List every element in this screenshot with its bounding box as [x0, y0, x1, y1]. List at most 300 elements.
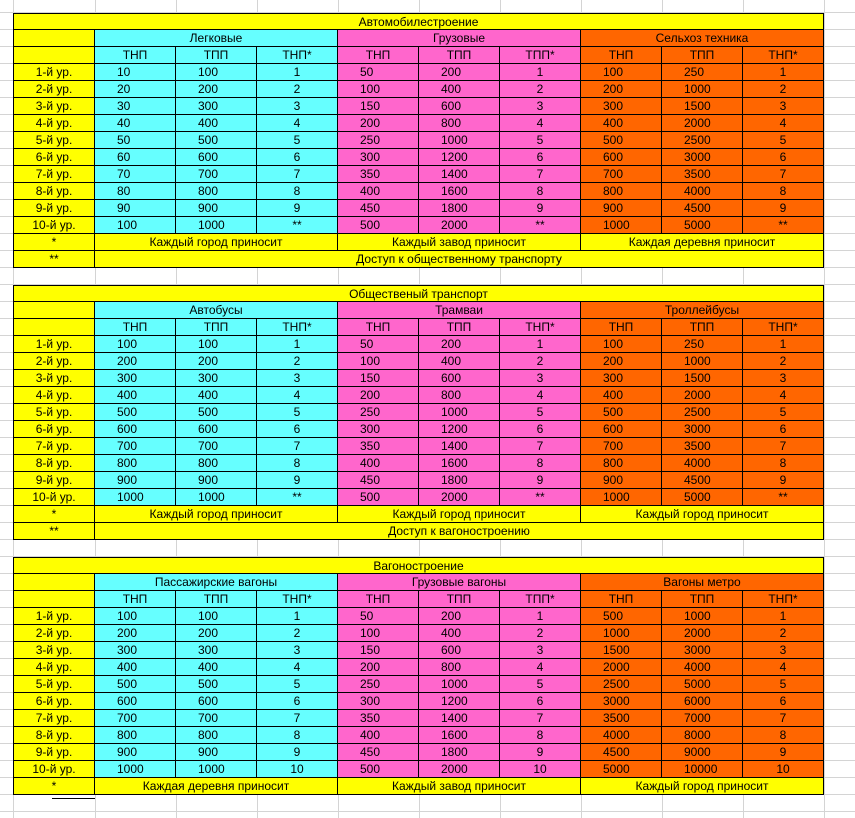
table-cell[interactable]: 4000 — [581, 727, 662, 744]
table-cell[interactable]: 7 — [500, 438, 581, 455]
row-label[interactable]: 4-й ур. — [13, 659, 95, 676]
table-cell[interactable]: 7000 — [662, 710, 743, 727]
table-cell[interactable]: 8 — [500, 183, 581, 200]
table-cell[interactable]: 1800 — [419, 200, 500, 217]
table-cell[interactable]: 200 — [419, 608, 500, 625]
table-cell[interactable]: 400 — [95, 387, 176, 404]
table-cell[interactable]: 5000 — [662, 676, 743, 693]
row-label[interactable]: 1-й ур. — [13, 64, 95, 81]
table-cell[interactable]: 2 — [743, 625, 824, 642]
table-cell[interactable]: 1000 — [95, 761, 176, 778]
table-cell[interactable]: 200 — [581, 353, 662, 370]
note-marker[interactable]: ** — [13, 251, 95, 268]
table-cell[interactable]: 8 — [500, 455, 581, 472]
table-cell[interactable]: 3500 — [662, 166, 743, 183]
table-cell[interactable]: 900 — [176, 200, 257, 217]
table-cell[interactable]: 600 — [419, 642, 500, 659]
table-cell[interactable]: 900 — [176, 744, 257, 761]
column-header[interactable]: ТНП — [338, 47, 419, 64]
table-cell[interactable]: 8 — [257, 183, 338, 200]
table-cell[interactable]: 2 — [500, 353, 581, 370]
table-cell[interactable]: 80 — [95, 183, 176, 200]
table-cell[interactable]: 900 — [581, 200, 662, 217]
table-cell[interactable]: 700 — [95, 438, 176, 455]
table-cell[interactable]: 7 — [743, 710, 824, 727]
table-cell[interactable]: 5000 — [581, 761, 662, 778]
table-cell[interactable]: 5 — [257, 676, 338, 693]
table-cell[interactable]: 1000 — [662, 608, 743, 625]
column-header[interactable]: ТНП* — [743, 319, 824, 336]
row-label[interactable]: 5-й ур. — [13, 404, 95, 421]
table-cell[interactable]: 70 — [95, 166, 176, 183]
row-label[interactable]: 8-й ур. — [13, 183, 95, 200]
group-header[interactable]: Грузовые вагоны — [338, 574, 581, 591]
table-cell[interactable]: 200 — [419, 64, 500, 81]
table-cell[interactable]: 100 — [338, 353, 419, 370]
table-cell[interactable]: 1000 — [95, 489, 176, 506]
table-cell[interactable]: 500 — [338, 761, 419, 778]
table-cell[interactable]: 400 — [338, 183, 419, 200]
table-cell[interactable]: 2 — [257, 81, 338, 98]
table-cell[interactable]: 7 — [257, 438, 338, 455]
table-cell[interactable]: 100 — [581, 336, 662, 353]
table-cell[interactable]: 1600 — [419, 455, 500, 472]
table-cell[interactable]: 100 — [338, 81, 419, 98]
table-cell[interactable]: 600 — [95, 421, 176, 438]
row-label[interactable]: 10-й ур. — [13, 761, 95, 778]
table-cell[interactable]: 400 — [581, 115, 662, 132]
table-cell[interactable]: 1 — [743, 336, 824, 353]
column-header[interactable]: ТНП — [581, 319, 662, 336]
table-cell[interactable]: 8 — [743, 455, 824, 472]
table-cell[interactable]: 500 — [338, 217, 419, 234]
table-cell[interactable]: 1500 — [662, 370, 743, 387]
table-cell[interactable]: 1000 — [176, 761, 257, 778]
table-cell[interactable]: 9 — [743, 200, 824, 217]
table-cell[interactable]: ** — [257, 217, 338, 234]
table-cell[interactable]: 100 — [95, 336, 176, 353]
table-cell[interactable]: 800 — [176, 727, 257, 744]
note-marker[interactable]: * — [13, 234, 95, 251]
table-cell[interactable]: 6 — [257, 693, 338, 710]
table-cell[interactable]: 600 — [176, 149, 257, 166]
table-cell[interactable]: 200 — [176, 81, 257, 98]
table-cell[interactable]: 7 — [500, 166, 581, 183]
table-cell[interactable]: 3000 — [662, 149, 743, 166]
table-cell[interactable]: 3 — [257, 642, 338, 659]
table-cell[interactable]: 800 — [95, 455, 176, 472]
table-cell[interactable]: 60 — [95, 149, 176, 166]
table-cell[interactable]: 450 — [338, 200, 419, 217]
table-cell[interactable]: 600 — [176, 693, 257, 710]
table-cell[interactable]: 1000 — [176, 217, 257, 234]
table-cell[interactable]: 4 — [500, 659, 581, 676]
table-cell[interactable]: 5 — [743, 404, 824, 421]
table-cell[interactable]: 300 — [581, 370, 662, 387]
row-label[interactable]: 8-й ур. — [13, 455, 95, 472]
column-header[interactable]: ТПП — [176, 591, 257, 608]
note-marker[interactable]: * — [13, 778, 95, 795]
row-label[interactable]: 9-й ур. — [13, 744, 95, 761]
table-cell[interactable]: 200 — [419, 336, 500, 353]
table-cell[interactable]: ** — [500, 217, 581, 234]
table-cell[interactable]: 8 — [743, 727, 824, 744]
table-cell[interactable]: 10 — [743, 761, 824, 778]
column-header[interactable]: ТПП — [419, 47, 500, 64]
table-cell[interactable]: 2 — [500, 81, 581, 98]
table-cell[interactable]: 600 — [176, 421, 257, 438]
table-cell[interactable]: 2000 — [419, 761, 500, 778]
table-cell[interactable]: 1800 — [419, 472, 500, 489]
table-cell[interactable]: 9 — [257, 472, 338, 489]
table-cell[interactable]: ** — [257, 489, 338, 506]
table-cell[interactable]: 400 — [581, 387, 662, 404]
row-label[interactable]: 8-й ур. — [13, 727, 95, 744]
table-cell[interactable]: 50 — [338, 608, 419, 625]
table-cell[interactable]: 1600 — [419, 183, 500, 200]
table-cell[interactable]: ** — [743, 489, 824, 506]
table-cell[interactable]: 6 — [257, 149, 338, 166]
column-header[interactable]: ТПП — [662, 47, 743, 64]
row-label[interactable]: 6-й ур. — [13, 149, 95, 166]
column-header[interactable]: ТНП — [95, 591, 176, 608]
table-cell[interactable]: 400 — [419, 353, 500, 370]
table-cell[interactable]: 3 — [743, 370, 824, 387]
table-cell[interactable]: 9 — [500, 200, 581, 217]
row-label[interactable]: 3-й ур. — [13, 642, 95, 659]
note-text[interactable]: Каждый завод приносит — [338, 778, 581, 795]
table-cell[interactable]: 3000 — [662, 642, 743, 659]
table-cell[interactable]: 4000 — [662, 659, 743, 676]
row-label[interactable]: 6-й ур. — [13, 693, 95, 710]
table-cell[interactable]: 8 — [500, 727, 581, 744]
table-cell[interactable]: 90 — [95, 200, 176, 217]
table-cell[interactable]: 4 — [257, 387, 338, 404]
table-cell[interactable]: 600 — [581, 421, 662, 438]
row-label[interactable]: 4-й ур. — [13, 387, 95, 404]
row-label[interactable]: 2-й ур. — [13, 353, 95, 370]
table-cell[interactable]: 7 — [743, 438, 824, 455]
table-cell[interactable]: 4 — [743, 115, 824, 132]
table-title[interactable]: Автомобилестроение — [13, 13, 824, 30]
table-cell[interactable]: 1 — [500, 336, 581, 353]
table-cell[interactable]: 500 — [581, 132, 662, 149]
table-cell[interactable]: 500 — [176, 132, 257, 149]
table-cell[interactable]: 100 — [95, 217, 176, 234]
table-cell[interactable]: 800 — [581, 455, 662, 472]
table-cell[interactable]: 4 — [257, 659, 338, 676]
table-cell[interactable]: 400 — [338, 455, 419, 472]
table-cell[interactable]: 900 — [95, 744, 176, 761]
row-label[interactable]: 7-й ур. — [13, 166, 95, 183]
table-cell[interactable]: 600 — [419, 370, 500, 387]
table-cell[interactable]: 150 — [338, 370, 419, 387]
table-cell[interactable]: 400 — [419, 81, 500, 98]
row-label[interactable]: 1-й ур. — [13, 608, 95, 625]
group-header[interactable]: Троллейбусы — [581, 302, 824, 319]
table-cell[interactable]: 4500 — [662, 472, 743, 489]
table-cell[interactable]: 700 — [581, 438, 662, 455]
table-cell[interactable]: 100 — [176, 608, 257, 625]
table-cell[interactable]: 7 — [257, 166, 338, 183]
table-cell[interactable]: 1200 — [419, 693, 500, 710]
table-cell[interactable]: 9 — [743, 744, 824, 761]
column-header[interactable]: ТНП — [581, 47, 662, 64]
group-header[interactable]: Пассажирские вагоны — [95, 574, 338, 591]
table-cell[interactable]: 3 — [743, 98, 824, 115]
table-cell[interactable]: 350 — [338, 438, 419, 455]
table-cell[interactable]: 7 — [743, 166, 824, 183]
table-cell[interactable]: 3000 — [581, 693, 662, 710]
column-header[interactable]: ТПП — [662, 591, 743, 608]
table-cell[interactable]: 500 — [581, 404, 662, 421]
table-cell[interactable]: 800 — [419, 659, 500, 676]
table-cell[interactable]: 1000 — [419, 132, 500, 149]
row-label[interactable]: 5-й ур. — [13, 676, 95, 693]
row-label[interactable]: 10-й ур. — [13, 217, 95, 234]
table-cell[interactable]: 1 — [257, 608, 338, 625]
table-cell[interactable]: 800 — [176, 455, 257, 472]
table-cell[interactable]: 50 — [338, 336, 419, 353]
table-cell[interactable]: 250 — [338, 676, 419, 693]
row-label[interactable]: 4-й ур. — [13, 115, 95, 132]
table-cell[interactable]: 8 — [257, 455, 338, 472]
table-cell[interactable]: 350 — [338, 166, 419, 183]
table-cell[interactable]: 7 — [257, 710, 338, 727]
corner-cell[interactable] — [13, 47, 95, 64]
table-cell[interactable]: 6 — [500, 149, 581, 166]
table-cell[interactable]: 5 — [257, 404, 338, 421]
table-cell[interactable]: 1000 — [581, 625, 662, 642]
table-cell[interactable]: ** — [500, 489, 581, 506]
table-cell[interactable]: 800 — [176, 183, 257, 200]
table-cell[interactable]: 300 — [338, 421, 419, 438]
group-header[interactable]: Грузовые — [338, 30, 581, 47]
table-cell[interactable]: 6 — [743, 421, 824, 438]
note-text[interactable]: Каждый завод приносит — [338, 234, 581, 251]
table-cell[interactable]: 9 — [500, 744, 581, 761]
note-text[interactable]: Каждая деревня приносит — [581, 234, 824, 251]
table-cell[interactable]: 1 — [257, 64, 338, 81]
table-cell[interactable]: 700 — [176, 166, 257, 183]
table-cell[interactable]: 1500 — [581, 642, 662, 659]
table-cell[interactable]: 100 — [176, 336, 257, 353]
table-cell[interactable]: 1400 — [419, 438, 500, 455]
table-cell[interactable]: 5 — [500, 132, 581, 149]
column-header[interactable]: ТПП* — [500, 47, 581, 64]
table-cell[interactable]: 250 — [662, 64, 743, 81]
table-cell[interactable]: 4500 — [581, 744, 662, 761]
table-cell[interactable]: 2500 — [662, 132, 743, 149]
row-label[interactable]: 2-й ур. — [13, 625, 95, 642]
column-header[interactable]: ТПП* — [500, 591, 581, 608]
row-label[interactable]: 7-й ур. — [13, 710, 95, 727]
table-cell[interactable]: 9 — [743, 472, 824, 489]
table-cell[interactable]: 9 — [257, 200, 338, 217]
table-cell[interactable]: 500 — [581, 608, 662, 625]
corner-cell[interactable] — [13, 591, 95, 608]
table-cell[interactable]: 250 — [662, 336, 743, 353]
row-label[interactable]: 3-й ур. — [13, 370, 95, 387]
table-cell[interactable]: 5000 — [662, 217, 743, 234]
table-cell[interactable]: 200 — [581, 81, 662, 98]
table-cell[interactable]: 100 — [338, 625, 419, 642]
table-cell[interactable]: 200 — [338, 659, 419, 676]
table-cell[interactable]: 50 — [338, 64, 419, 81]
table-cell[interactable]: 200 — [95, 353, 176, 370]
table-cell[interactable]: 3 — [500, 642, 581, 659]
table-cell[interactable]: 100 — [176, 64, 257, 81]
table-cell[interactable]: 20 — [95, 81, 176, 98]
note-text[interactable]: Каждый город приносит — [95, 506, 338, 523]
table-cell[interactable]: 1000 — [419, 404, 500, 421]
table-cell[interactable]: 300 — [338, 149, 419, 166]
table-cell[interactable]: 1400 — [419, 710, 500, 727]
table-cell[interactable]: 1200 — [419, 421, 500, 438]
column-header[interactable]: ТПП — [176, 319, 257, 336]
table-cell[interactable]: 250 — [338, 404, 419, 421]
table-cell[interactable]: 300 — [95, 370, 176, 387]
table-cell[interactable]: 3500 — [581, 710, 662, 727]
table-cell[interactable]: 300 — [176, 642, 257, 659]
table-cell[interactable]: 2000 — [419, 489, 500, 506]
table-cell[interactable]: 350 — [338, 710, 419, 727]
table-cell[interactable]: 5000 — [662, 489, 743, 506]
table-cell[interactable]: 200 — [176, 625, 257, 642]
table-cell[interactable]: 900 — [176, 472, 257, 489]
column-header[interactable]: ТПП — [662, 319, 743, 336]
table-cell[interactable]: 1000 — [419, 676, 500, 693]
note-marker[interactable]: * — [13, 506, 95, 523]
note-text[interactable]: Доступ к вагоностроению — [95, 523, 824, 540]
table-cell[interactable]: 1000 — [176, 489, 257, 506]
table-cell[interactable]: 1000 — [581, 489, 662, 506]
table-cell[interactable]: 400 — [176, 659, 257, 676]
row-label[interactable]: 10-й ур. — [13, 489, 95, 506]
table-cell[interactable]: 9 — [500, 472, 581, 489]
table-cell[interactable]: 800 — [95, 727, 176, 744]
table-cell[interactable]: 400 — [338, 727, 419, 744]
table-cell[interactable]: 1 — [500, 608, 581, 625]
note-text[interactable]: Каждый город приносит — [581, 506, 824, 523]
row-label[interactable]: 6-й ур. — [13, 421, 95, 438]
table-cell[interactable]: 1800 — [419, 744, 500, 761]
column-header[interactable]: ТНП* — [257, 47, 338, 64]
table-cell[interactable]: 2500 — [581, 676, 662, 693]
table-cell[interactable]: 4500 — [662, 200, 743, 217]
table-cell[interactable]: 4000 — [662, 183, 743, 200]
table-cell[interactable]: 2 — [743, 81, 824, 98]
table-cell[interactable]: 7 — [500, 710, 581, 727]
table-cell[interactable]: 400 — [176, 115, 257, 132]
table-cell[interactable]: 400 — [419, 625, 500, 642]
row-label[interactable]: 1-й ур. — [13, 336, 95, 353]
table-cell[interactable]: 10 — [95, 64, 176, 81]
table-cell[interactable]: 1 — [500, 64, 581, 81]
table-cell[interactable]: 1400 — [419, 166, 500, 183]
table-cell[interactable]: 900 — [95, 472, 176, 489]
table-cell[interactable]: 3 — [500, 98, 581, 115]
note-text[interactable]: Доступ к общественному транспорту — [95, 251, 824, 268]
table-cell[interactable]: 2 — [743, 353, 824, 370]
column-header[interactable]: ТНП — [581, 591, 662, 608]
table-cell[interactable]: 10 — [257, 761, 338, 778]
table-cell[interactable]: 2000 — [662, 625, 743, 642]
table-cell[interactable]: 40 — [95, 115, 176, 132]
corner-cell[interactable] — [13, 319, 95, 336]
table-cell[interactable]: 2000 — [581, 659, 662, 676]
row-label[interactable]: 9-й ур. — [13, 472, 95, 489]
table-cell[interactable]: 100 — [581, 64, 662, 81]
table-cell[interactable]: 500 — [95, 676, 176, 693]
table-cell[interactable]: 3 — [257, 370, 338, 387]
table-cell[interactable]: 1000 — [662, 353, 743, 370]
table-cell[interactable]: 4 — [500, 115, 581, 132]
table-cell[interactable]: 8000 — [662, 727, 743, 744]
table-cell[interactable]: 9000 — [662, 744, 743, 761]
table-cell[interactable]: 8 — [257, 727, 338, 744]
row-label[interactable]: 9-й ур. — [13, 200, 95, 217]
group-header[interactable]: Трамваи — [338, 302, 581, 319]
group-header[interactable]: Вагоны метро — [581, 574, 824, 591]
column-header[interactable]: ТПП — [176, 47, 257, 64]
column-header[interactable]: ТНП — [338, 319, 419, 336]
table-cell[interactable]: 800 — [581, 183, 662, 200]
table-cell[interactable]: 500 — [95, 404, 176, 421]
table-cell[interactable]: 2 — [257, 353, 338, 370]
table-cell[interactable]: 450 — [338, 472, 419, 489]
table-cell[interactable]: 2000 — [662, 387, 743, 404]
table-cell[interactable]: 30 — [95, 98, 176, 115]
table-cell[interactable]: 3500 — [662, 438, 743, 455]
column-header[interactable]: ТНП — [95, 47, 176, 64]
table-cell[interactable]: 3 — [257, 98, 338, 115]
table-cell[interactable]: 3 — [743, 642, 824, 659]
table-cell[interactable]: 300 — [581, 98, 662, 115]
column-header[interactable]: ТНП* — [257, 591, 338, 608]
table-cell[interactable]: 4 — [743, 659, 824, 676]
row-label[interactable]: 2-й ур. — [13, 81, 95, 98]
table-cell[interactable]: 600 — [419, 98, 500, 115]
column-header[interactable]: ТНП — [338, 591, 419, 608]
table-cell[interactable]: 2500 — [662, 404, 743, 421]
table-cell[interactable]: 300 — [95, 642, 176, 659]
column-header[interactable]: ТНП* — [257, 319, 338, 336]
table-cell[interactable]: 9 — [257, 744, 338, 761]
table-cell[interactable]: 900 — [581, 472, 662, 489]
table-cell[interactable]: 150 — [338, 98, 419, 115]
table-cell[interactable]: 200 — [95, 625, 176, 642]
table-cell[interactable]: 5 — [500, 676, 581, 693]
note-text[interactable]: Каждый город приносит — [581, 778, 824, 795]
table-title[interactable]: Общественый транспорт — [13, 285, 824, 302]
table-cell[interactable]: 600 — [95, 693, 176, 710]
table-cell[interactable]: 200 — [338, 115, 419, 132]
row-label[interactable]: 5-й ур. — [13, 132, 95, 149]
table-cell[interactable]: 6 — [743, 149, 824, 166]
table-cell[interactable]: 150 — [338, 642, 419, 659]
table-cell[interactable]: 4 — [743, 387, 824, 404]
table-cell[interactable]: 1 — [743, 608, 824, 625]
table-cell[interactable]: 2000 — [662, 115, 743, 132]
table-cell[interactable]: 5 — [500, 404, 581, 421]
table-cell[interactable]: 700 — [581, 166, 662, 183]
table-cell[interactable]: 1500 — [662, 98, 743, 115]
table-cell[interactable]: 4000 — [662, 455, 743, 472]
table-cell[interactable]: 6 — [257, 421, 338, 438]
group-header[interactable]: Сельхоз техника — [581, 30, 824, 47]
table-cell[interactable]: 700 — [176, 710, 257, 727]
